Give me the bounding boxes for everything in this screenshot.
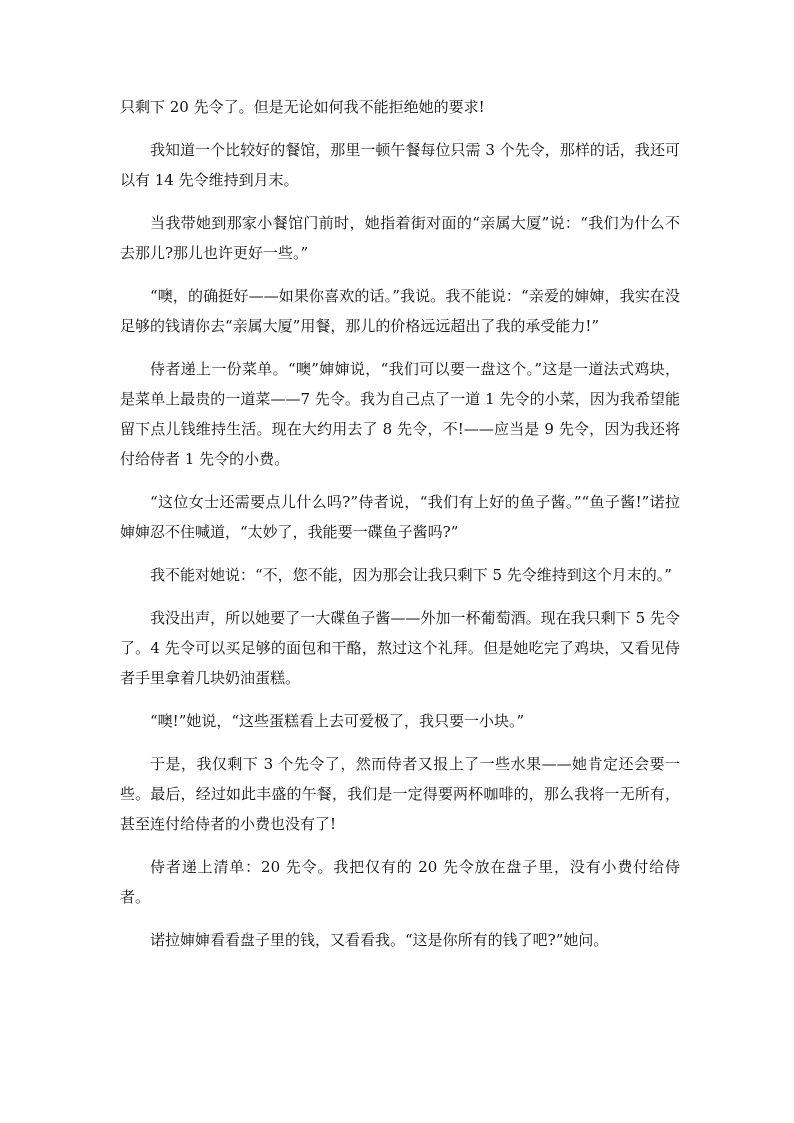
paragraph: 只剩下 20 先令了。但是无论如何我不能拒绝她的要求! [120,98,485,116]
paragraph: 侍者递上清单：20 先令。我把仅有的 20 先令放在盘子里，没有小费付给侍者。 [120,858,680,906]
body-text [120,92,680,968]
paragraph: 于是，我仅剩下 3 个先令了，然而侍者又报上了一些水果——她肯定还会要一些。最后，经过如此丰盛的午餐，我们是一定得要两杯咖啡的，那么我将一无所有，甚至连付给侍者的小费也没有了! [120,755,680,833]
paragraph: 当我带她到那家小餐馆门前时，她指着街对面的“亲属大厦”说：“我们为什么不去那儿?那儿也许更好一些。” [120,214,680,262]
paragraph: “噢，的确挺好——如果你喜欢的话。”我说。我不能说：“亲爱的婶婶，我实在没足够的钱请你去“亲属大厦”用餐，那儿的价格远远超出了我的承受能力!” [120,287,680,335]
paragraph: 侍者递上一份菜单。“噢”婶婶说，“我们可以要一盘这个。”这是一道法式鸡块，是菜单上最贵的一道菜——7 先令。我为自己点了一道 1 先令的小菜，因为我希望能留下点儿钱维持生活。现在大约用去了 8 先令，不!——应当是 9 先令，因为我还将付给侍者 1 先令的小费。 [120,360,680,468]
paragraph: 诺拉婶婶看看盘子里的钱，又看看我。“这是你所有的钱了吧?”她问。 [150,931,609,949]
paragraph: 我知道一个比较好的餐馆，那里一顿午餐每位只需 3 个先令，那样的话，我还可以有 14 先令维持到月末。 [120,141,680,189]
paragraph: “这位女士还需要点儿什么吗?”侍者说，“我们有上好的鱼子酱。”“鱼子酱!”诺拉婶婶忍不住喊道，“太妙了，我能要一碟鱼子酱吗?” [120,493,680,541]
paragraph: 我没出声，所以她要了一大碟鱼子酱——外加一杯葡萄酒。现在我只剩下 5 先令了。4 先令可以买足够的面包和干酪，熬过这个礼拜。但是她吃完了鸡块，又看见侍者手里拿着几块奶油蛋糕。 [120,609,680,687]
paragraph: 我不能对她说：“不，您不能，因为那会让我只剩下 5 先令维持到这个月末的。” [150,566,672,584]
paragraph: “噢!”她说，“这些蛋糕看上去可爱极了，我只要一小块。” [150,712,525,730]
